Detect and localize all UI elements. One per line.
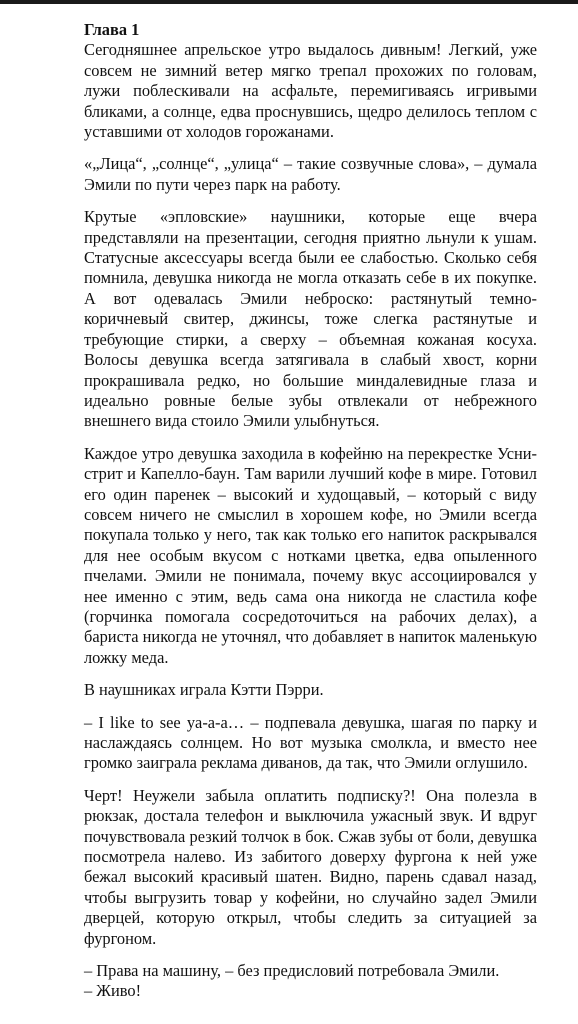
paragraph-4: Каждое утро девушка заходила в кофейню на перекрестке Усни-стрит и Капелло-баун. Там варили лучший кофе в мире. Готовил его один паренек – высокий и худощавый, – который с виду совсем ничего не смыслил в хорошем кофе, но Эмили всегда покупала только у него, так как только его напиток раскрывался для нее особым вкусом с нотками цветка, едва опыленного пчелами. Эмили не понимала, почему вкус ассоциировался у нее именно с этим, ведь сама она никогда не сластила кофе (горчинка помогала сосредоточиться на рабочих делах), а бариста никогда не уточнял, что добавляет в напиток маленькую ложку меда. — [84, 443, 537, 667]
paragraph-1: Сегодняшнее апрельское утро выдалось дивным! Легкий, уже совсем не зимний ветер мягко трепал прохожих по головам, лужи поблескивали на асфальте, перемигиваясь игривыми бликами, а солнце, едва проснувшись, щедро делилось теплом с уставшими от холодов горожанами. — [84, 40, 537, 142]
chapter-title: Глава 1 — [84, 20, 140, 39]
paragraph-9: – Живо! — [84, 981, 142, 1001]
paragraph-6: – I like to see ya-a-a… – подпевала девушка, шагая по парку и наслаждаясь солнцем. Но вот музыка смолкла, и вместо нее громко заиграла реклама диванов, да так, что Эмили оглушило. — [84, 712, 537, 773]
paragraph-8: – Права на машину, – без предисловий потребовала Эмили. — [84, 961, 500, 981]
paragraph-3: Крутые «эпловские» наушники, которые еще вчера представляли на презентации, сегодня приятно льнули к ушам. Статусные аксессуары всегда были ее слабостью. Сколько себя помнила, девушка никогда не могла отказать себе в их покупке. А вот одевалась Эмили неброско: растянутый темно-коричневый свитер, джинсы, тоже слегка растянутые и требующие стирки, а сверху – объемная кожаная косуха. Волосы девушка всегда затягивала в слабый хвост, корни прокрашивала редко, но большие миндалевидные глаза и идеально ровные белые зубы отвлекали от небрежного внешнего вида стоило Эмили улыбнуться. — [84, 207, 537, 431]
book-page — [84, 20, 537, 1014]
paragraph-2: «„Лица“, „солнце“, „улица“ – такие созвучные слова», – думала Эмили по пути через парк на работу. — [84, 154, 537, 194]
paragraph-7: Черт! Неужели забыла оплатить подписку?! Она полезла в рюкзак, достала телефон и выключила ужасный звук. И вдруг почувствовала резкий толчок в бок. Сжав зубы от боли, девушка посмотрела налево. Из забитого доверху фургона к ней уже бежал высокий красивый шатен. Видно, парень сдавал назад, чтобы выгрузить товар у кофейни, но случайно задел Эмили дверцей, которую открыл, чтобы следить за ситуацией за фургоном. — [84, 785, 537, 948]
paragraph-5: В наушниках играла Кэтти Пэрри. — [84, 680, 324, 700]
